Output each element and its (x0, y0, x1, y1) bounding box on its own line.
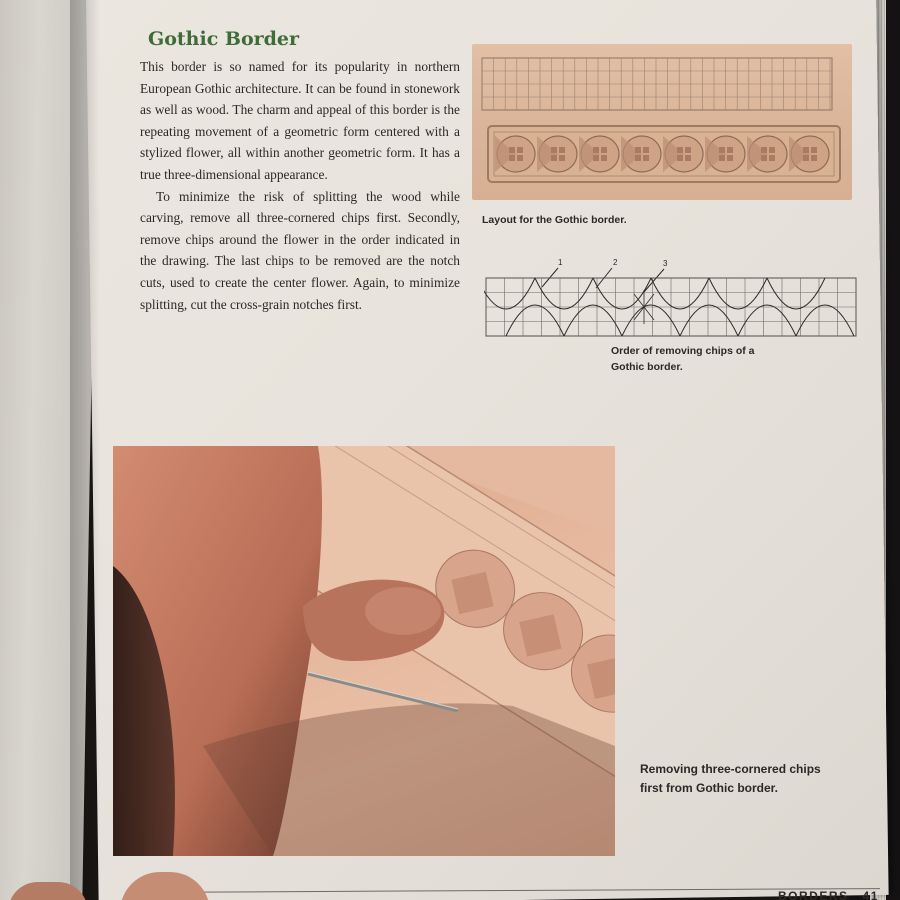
paragraph-2: To minimize the risk of splitting the wood while carving, remove all three-cornered chips first. Secondly, remove chips around the flower in the order indicated in the drawing. The last chips to be removed are the notch cuts, used to create the center flower. Again, to minimize splitting, cut the cross-grain notches first. (140, 188, 460, 312)
book-gutter (70, 0, 100, 900)
footer-section: BORDERS (778, 889, 849, 900)
order-label-3: 3 (663, 259, 668, 268)
article-body (140, 56, 460, 315)
layout-photo-drawing (472, 44, 852, 200)
carving-photo-drawing (113, 446, 615, 856)
page-number: 41 (862, 889, 879, 900)
order-label-2: 2 (613, 258, 618, 267)
chip-order-diagram (484, 254, 858, 338)
page-footer (778, 889, 879, 900)
paragraph-1: This border is so named for its popularity in northern European Gothic architecture. It can be found in stonework as well as wood. The charm and appeal of this border is the repeating movement of a geometric form centered with a stylized flower, all within another geometric form. It has a true three-dimensional appearance. (140, 59, 460, 182)
article-title: Gothic Border (148, 28, 300, 50)
carving-photo (113, 446, 615, 856)
order-caption: Order of removing chips of a Gothic border. (611, 345, 755, 373)
order-label-1: 1 (558, 258, 563, 267)
layout-photo (472, 44, 852, 200)
photo-caption: Removing three-cornered chips first from Gothic border. (640, 762, 821, 795)
layout-caption: Layout for the Gothic border. (482, 214, 627, 226)
